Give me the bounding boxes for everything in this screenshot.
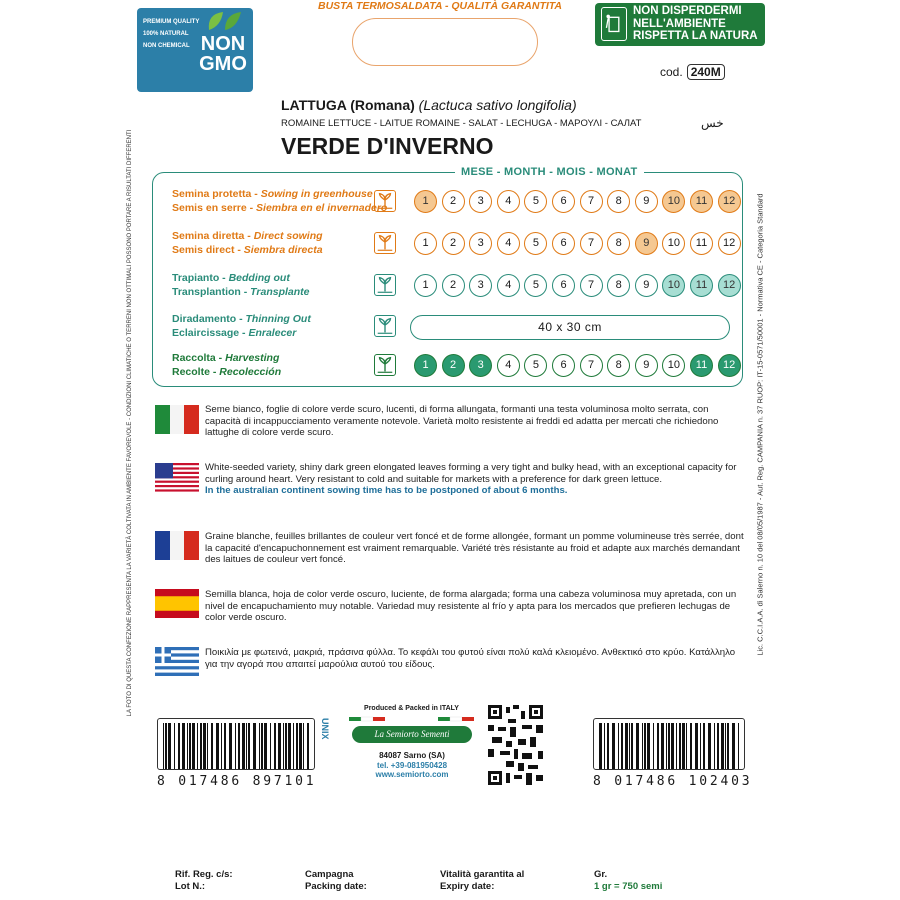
usa-flag-icon (155, 463, 199, 492)
month-circle: 12 (718, 354, 741, 377)
barcode-bar (642, 723, 643, 769)
description-fr: Graine blanche, feuilles brillantes de couleur vert foncé et de forme allongée, formant un pomme volumineuse très serrée, dont la capacité d'encapuchonnement est vraiment remarquable. Variété très résistante au froid et adapte aux marchés demandant des laitues de couleur vert foncé. (205, 531, 744, 565)
right-side-license: Lic. C.C.I.A.A. di Salerno n. 10 del 08/05/1987 - Aut. Reg. CAMPANIA n. 37 RUOP: IT-15-0571/50001 - Normativa CE - Categoria Standard (755, 193, 765, 656)
barcode-bar (211, 723, 213, 769)
month-circle: 9 (635, 232, 658, 255)
product-translations: ROMAINE LETTUCE - LAITUE ROMAINE - SALAT - LECHUGA - ΜΑΡΟΥΛΙ - САЛАТ (281, 118, 642, 129)
expiry-date-label: Expiry date: (440, 880, 495, 892)
campagna-label: Campagna (305, 869, 354, 880)
barcode-bar (253, 723, 256, 769)
italy-flag-icon (155, 405, 199, 434)
barcode-bar (682, 723, 685, 769)
barcode-bar (189, 723, 191, 769)
month-circle: 7 (580, 190, 603, 213)
month-circle: 2 (442, 190, 465, 213)
month-circle: 11 (690, 354, 713, 377)
barcode-bar (207, 723, 208, 769)
barcode-bar (307, 723, 309, 769)
barcode-bar (283, 723, 284, 769)
month-circle: 6 (552, 354, 575, 377)
month-circle: 8 (607, 274, 630, 297)
month-circle: 8 (607, 354, 630, 377)
bedding-out-icon (374, 274, 396, 296)
company-address (352, 751, 472, 780)
barcode-bar (192, 723, 195, 769)
spain-flag-icon (155, 589, 199, 618)
month-circle: 1 (414, 274, 437, 297)
month-circle: 6 (552, 274, 575, 297)
month-circle: 6 (552, 190, 575, 213)
month-circle: 1 (414, 232, 437, 255)
month-circle: 3 (469, 232, 492, 255)
thinning-out-icon (374, 315, 396, 337)
barcode-bar (661, 723, 664, 769)
rif-reg-label: Rif. Reg. c/s: (175, 869, 233, 880)
month-circle: 5 (524, 232, 547, 255)
month-circle: 4 (497, 354, 520, 377)
month-circle: 2 (442, 274, 465, 297)
barcode-bar (238, 723, 240, 769)
month-circle: 12 (718, 190, 741, 213)
barcode-bar (288, 723, 291, 769)
barcode-bar (721, 723, 724, 769)
barcode-bar (296, 723, 298, 769)
spacing-pill: 40 x 30 cm (410, 315, 730, 340)
barcode-bar (285, 723, 287, 769)
month-circle: 2 (442, 354, 465, 377)
barcode-bar (690, 723, 692, 769)
month-circle: 7 (580, 354, 603, 377)
month-circle: 7 (580, 232, 603, 255)
barcode-left-number: 8 017486 897101 (157, 774, 317, 789)
barcode-bar (727, 723, 729, 769)
barcode-bar (270, 723, 271, 769)
barcode-bar (668, 723, 670, 769)
barcode-bar (695, 723, 698, 769)
top-banner: BUSTA TERMOSALDATA - QUALITÀ GARANTITA (318, 0, 562, 12)
barcode-bar (607, 723, 609, 769)
barcode-bar (165, 723, 167, 769)
barcode-bar (625, 723, 628, 769)
description-en-text: White-seeded variety, shiny dark green elongated leaves forming a very tight and bulky head, with an exceptional capacity for curling around heart. Very resistant to cold and suitable for markets with a preference for dark green lettuce. (205, 462, 737, 485)
month-circle: 8 (607, 190, 630, 213)
month-circle: 9 (635, 190, 658, 213)
product-name-text: LATTUGA (Romana) (281, 97, 415, 113)
description-it: Seme bianco, foglie di colore verde scuro, lucenti, di forma allungata, formanti una testa voluminosa molto serrata, con capacità di incappucciamento veramente notevole. Varietà molto resistente ai freddi ed adatta per mercati che richiedono lattughe di colore verde scuro. (205, 404, 719, 438)
barcode-bar (647, 723, 650, 769)
greece-flag-icon (155, 647, 199, 676)
barcode-bar (168, 723, 171, 769)
barcode-bar (629, 723, 630, 769)
month-circle: 2 (442, 232, 465, 255)
month-circle: 3 (469, 274, 492, 297)
month-circle: 12 (718, 274, 741, 297)
description-en (205, 462, 745, 497)
address-line: 84087 Sarno (SA) (379, 751, 445, 760)
month-circle: 3 (469, 190, 492, 213)
month-circle: 11 (690, 274, 713, 297)
barcode-bar (278, 723, 281, 769)
unix-label: UNIX (320, 718, 330, 740)
latin-name: (Lactuca sativo longifolia) (418, 97, 577, 113)
packing-date-label: Packing date: (305, 880, 367, 892)
barcode-bar (200, 723, 202, 769)
greenhouse-sowing-icon (374, 190, 396, 212)
barcode-bar (203, 723, 206, 769)
barcode-bar (182, 723, 185, 769)
do-not-litter-badge (595, 3, 765, 46)
barcode-bar (653, 723, 654, 769)
month-circle: 11 (690, 190, 713, 213)
qr-code[interactable] (488, 705, 543, 785)
reg-lot-block (175, 869, 233, 892)
disperse-line-1: NON DISPERDERMI (633, 5, 742, 17)
non-gmo-text (197, 34, 249, 74)
expiry-block (440, 869, 524, 892)
barcode-bar (259, 723, 260, 769)
lot-label: Lot N.: (175, 880, 206, 892)
barcode-bar (717, 723, 719, 769)
barcode-bar (676, 723, 677, 769)
barcode-bar (229, 723, 232, 769)
barcode-bar (178, 723, 180, 769)
non-chemical-label: NON CHEMICAL (143, 43, 190, 49)
company-logo: La Semiorto Sementi (352, 726, 472, 743)
barcode-bar (666, 723, 667, 769)
month-circle: 1 (414, 190, 437, 213)
france-flag-icon (155, 531, 199, 560)
produced-text: Produced & Packed in ITALY (364, 705, 459, 712)
month-circle: 10 (662, 274, 685, 297)
disperse-line-2: NELL'AMBIENTE (633, 17, 726, 30)
month-circle: 9 (635, 274, 658, 297)
calendar-row-label: Semina diretta - Direct sowing Semis direct - Siembra directa (172, 230, 323, 256)
barcode-bar (679, 723, 681, 769)
barcode-bar (657, 723, 659, 769)
month-circle: 11 (690, 232, 713, 255)
barcode-bar (264, 723, 267, 769)
month-circle: 10 (662, 232, 685, 255)
barcode-bar (700, 723, 701, 769)
product-code (660, 64, 725, 80)
barcode-bar (216, 723, 219, 769)
barcode-bar (197, 723, 198, 769)
barcode-bar (708, 723, 711, 769)
description-es: Semilla blanca, hoja de color verde oscuro, luciente, de forma alargada; forma una cabeza voluminosa muy apretada, con un nivel de encapuchamiento muy notable. Variedad muy resistente al frío y apta para los mercados que prefieren lechugas de color verde oscuro. (205, 589, 737, 623)
barcode-bar (631, 723, 633, 769)
barcode-bar (224, 723, 226, 769)
australia-note: In the australian continent sowing time has to be postponed of about 6 months. (205, 485, 568, 496)
month-circle: 12 (718, 232, 741, 255)
month-circle: 3 (469, 354, 492, 377)
vitalita-label: Vitalità garantita al (440, 869, 525, 880)
barcode-bar (612, 723, 615, 769)
month-circle: 4 (497, 274, 520, 297)
seed-count: 1 gr = 750 semi (594, 880, 663, 892)
barcode-bar (303, 723, 304, 769)
barcode-bar (732, 723, 735, 769)
barcode-bar (174, 723, 175, 769)
month-circle: 5 (524, 190, 547, 213)
barcode-bar (604, 723, 605, 769)
month-circle: 4 (497, 190, 520, 213)
grams-block (594, 869, 662, 892)
cod-label: cod. (660, 65, 683, 79)
barcode-bar (621, 723, 623, 769)
calendar-row-label: Diradamento - Thinning Out Eclaircissage - Enralecer (172, 313, 311, 339)
description-gr: Ποικιλία με φωτεινά, μακριά, πράσινα φύλλα. Το κεφάλι του φυτού είναι πολύ καλά κλειομένο. Ανθεκτικό στο κρύο. Κατάλληλο για την αγορά που απαιτεί μαρούλια αυτού του είδους. (205, 647, 736, 670)
cod-value: 240M (687, 64, 725, 80)
non-text: NON (200, 33, 246, 55)
phone-line: tel. +39-081950428 (376, 760, 448, 770)
website-line: www.semiorto.com (375, 770, 449, 779)
leaf-icon (201, 10, 247, 32)
month-circle: 5 (524, 274, 547, 297)
left-side-disclaimer: LA FOTO DI QUESTA CONFEZIONE RAPPRESENTA LA VARIETÀ COLTIVATA IN AMBIENTE FAVOREVOLE - CONDIZIONI CLIMATICHE O TERRENI NON OTTIMALI POSSONO PORTARE A RISULTATI DIFFERENTI (127, 129, 133, 717)
calendar-row-label: Raccolta - Harvesting Recolte - Recolección (172, 352, 282, 378)
month-circle: 8 (607, 232, 630, 255)
month-circle: 9 (635, 354, 658, 377)
gmo-text: GMO (199, 53, 247, 75)
barcode-bar (599, 723, 602, 769)
harvest-icon (374, 354, 396, 376)
trash-bin-icon (601, 7, 627, 41)
non-gmo-badge (137, 8, 253, 92)
barcode-bar (187, 723, 188, 769)
barcode-bar (618, 723, 619, 769)
barcode-bar (725, 723, 726, 769)
direct-sowing-icon (374, 232, 396, 254)
barcode-right-bars (597, 721, 742, 771)
barcode-bar (221, 723, 222, 769)
barcode-bar (714, 723, 715, 769)
month-circle: 5 (524, 354, 547, 377)
variety-title: VERDE D'INVERNO (281, 133, 494, 159)
barcode-bar (299, 723, 302, 769)
barcode-bar (703, 723, 705, 769)
barcode-bar (242, 723, 245, 769)
barcode-bar (738, 723, 739, 769)
barcode-right-number: 8 017486 102403 (593, 774, 753, 789)
barcode-bar (163, 723, 164, 769)
barcode-bar (644, 723, 646, 769)
month-circle: 1 (414, 354, 437, 377)
month-circle: 10 (662, 354, 685, 377)
barcode-bar (261, 723, 263, 769)
natural-label: 100% NATURAL (143, 31, 189, 37)
calendar-row-label: Trapianto - Bedding out Transplantion - Transplante (172, 272, 310, 298)
arabic-name: خس (701, 116, 724, 130)
barcode-right (593, 718, 745, 770)
barcode-bar (636, 723, 639, 769)
month-circle: 4 (497, 232, 520, 255)
produced-label (349, 705, 474, 712)
barcode-bar (235, 723, 236, 769)
barcode-bar (293, 723, 294, 769)
month-circle: 6 (552, 232, 575, 255)
month-circle: 10 (662, 190, 685, 213)
barcode-bar (274, 723, 276, 769)
barcode-bar (246, 723, 247, 769)
campaign-block (305, 869, 367, 892)
barcode-bar (686, 723, 687, 769)
month-circle: 7 (580, 274, 603, 297)
barcode-left (157, 718, 315, 770)
calendar-row-label: Semina protetta - Sowing in greenhouse Semis en serre - Siembra en el invernadero (172, 188, 388, 214)
premium-quality-label: PREMIUM QUALITY (143, 19, 200, 25)
barcode-bar (671, 723, 674, 769)
gr-label: Gr. (594, 869, 608, 880)
product-name (281, 97, 577, 113)
seal-area (352, 18, 538, 66)
barcode-left-bars (161, 721, 311, 771)
calendar-header: MESE - MONTH - MOIS - MONAT (455, 166, 644, 178)
disperse-line-3: RISPETTA LA NATURA (633, 30, 758, 42)
barcode-bar (248, 723, 250, 769)
